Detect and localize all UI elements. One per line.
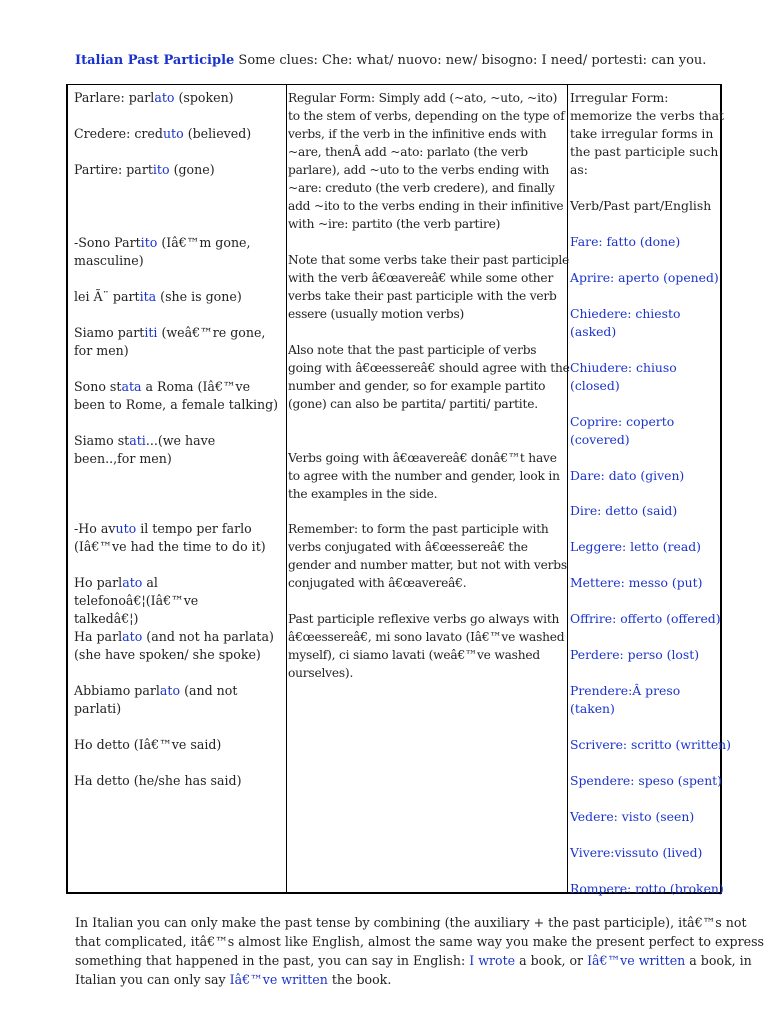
irregular-verb: Leggere: letto (read)	[570, 539, 702, 554]
header-clues: Some clues: Che: what/ nuovo: new/ bisogno: I need/ portesti: can you.	[234, 53, 707, 68]
irregular-verb: Mettere: messo (put)	[570, 575, 703, 590]
example-item: Ha parlato (and not ha parlata) (she have spoken/ she spoke)	[74, 629, 274, 662]
irregular-verb: Aprire: aperto (opened)	[570, 270, 719, 285]
irregular-intro: Irregular Form: memorize the verbs that take irregular forms in the past participle such as:	[570, 90, 725, 177]
irregular-verb: Chiudere: chiuso (closed)	[570, 360, 677, 393]
example-item: Ho detto (Iâ€™ve said)	[74, 737, 222, 752]
irregular-verb: Chiedere: chiesto (asked)	[570, 306, 681, 339]
example-item: Partire: partito (gone)	[74, 162, 215, 177]
irregular-verb: Vedere: visto (seen)	[570, 809, 695, 824]
rule-paragraph: Regular Form: Simply add (~ato, ~uto, ~ito) to the stem of verbs, depending on the type of verbs, if the verb in the infinitive ends with ~are, thenÂ add ~ato: parlato (the verb parlare), add ~uto to the verbs ending with ~are: creduto (the verb credere), and finally add ~ito to the verbs ending in their infinitive with ~ire: partito (the verb partire)	[288, 91, 565, 231]
example-item: Siamo stati...(we have been..,for men)	[74, 433, 216, 466]
participle-table	[66, 84, 731, 896]
example-item: Ho parlato al telefonoâ€¦(Iâ€™ve talkedâ€¦)	[74, 575, 199, 626]
irregular-verb: Vivere:vissuto (lived)	[570, 845, 703, 860]
summary-paragraph: In Italian you can only make the past tense by combining (the auxiliary + the past participle), itâ€™s not that complicated, itâ€™s almost like English, almost the same way you make the present perfect to express something that happened in the past, you can say in English: I wrote a book, or Iâ€™ve written a book, in Italian you can only say Iâ€™ve written the book.	[75, 915, 765, 987]
example-item: Credere: creduto (believed)	[74, 126, 252, 141]
irregular-verb: Dire: detto (said)	[570, 503, 678, 518]
irregular-verb: Prendere:Â preso (taken)	[570, 683, 681, 716]
page-title: Italian Past Participle	[75, 53, 235, 68]
irregular-verb: Spendere: speso (spent)	[570, 773, 722, 788]
example-item: Ha detto (he/she has said)	[74, 773, 242, 788]
irregular-verb: Rompere: rotto (broken)	[570, 881, 724, 896]
example-item: lei Ã¨ partita (she is gone)	[74, 289, 242, 304]
rule-paragraph: Remember: to form the past participle with verbs conjugated with â€œessereâ€ the gender and number matter, but not with verbs conjugated with â€œavereâ€.	[288, 522, 567, 590]
column-divider	[286, 85, 287, 892]
rule-paragraph: Also note that the past participle of verbs going with â€œessereâ€ should agree with the number and gender, so for example partito (gone) can also be partita/ partiti/ partite.	[288, 343, 570, 411]
rule-paragraph: Past participle reflexive verbs go always with â€œessereâ€, mi sono lavato (Iâ€™ve washed myself), ci siamo lavati (weâ€™ve washed ourselves).	[288, 612, 565, 680]
example-item: Parlare: parlato (spoken)	[74, 90, 234, 105]
irregular-verb: Fare: fatto (done)	[570, 234, 681, 249]
irregular-verb: Dare: dato (given)	[570, 468, 685, 483]
rule-paragraph: Note that some verbs take their past participle with the verb â€œavereâ€ while some other verbs take their past participle with the verb essere (usually motion verbs)	[288, 253, 570, 321]
page-header	[75, 53, 735, 68]
example-item: -Sono Partito (Iâ€™m gone, masculine)	[74, 235, 251, 268]
irregular-verb: Scrivere: scritto (written)	[570, 737, 731, 752]
example-item: Abbiamo parlato (and not parlati)	[74, 683, 238, 716]
example-item: -Ho avuto il tempo per farlo (Iâ€™ve had the time to do it)	[74, 521, 266, 554]
irregular-verb: Coprire: coperto (covered)	[570, 414, 675, 447]
rule-paragraph: Verbs going with â€œavereâ€ donâ€™t have to agree with the number and gender, look in the examples in the side.	[288, 451, 560, 501]
irregular-verb: Perdere: perso (lost)	[570, 647, 700, 662]
irregular-heading: Verb/Past part/English	[570, 198, 712, 213]
irregular-verb: Offrire: offerto (offered)	[570, 611, 721, 626]
example-item: Siamo partiti (weâ€™re gone, for men)	[74, 325, 266, 358]
example-item: Sono stata a Roma (Iâ€™ve been to Rome, a female talking)	[74, 379, 279, 412]
